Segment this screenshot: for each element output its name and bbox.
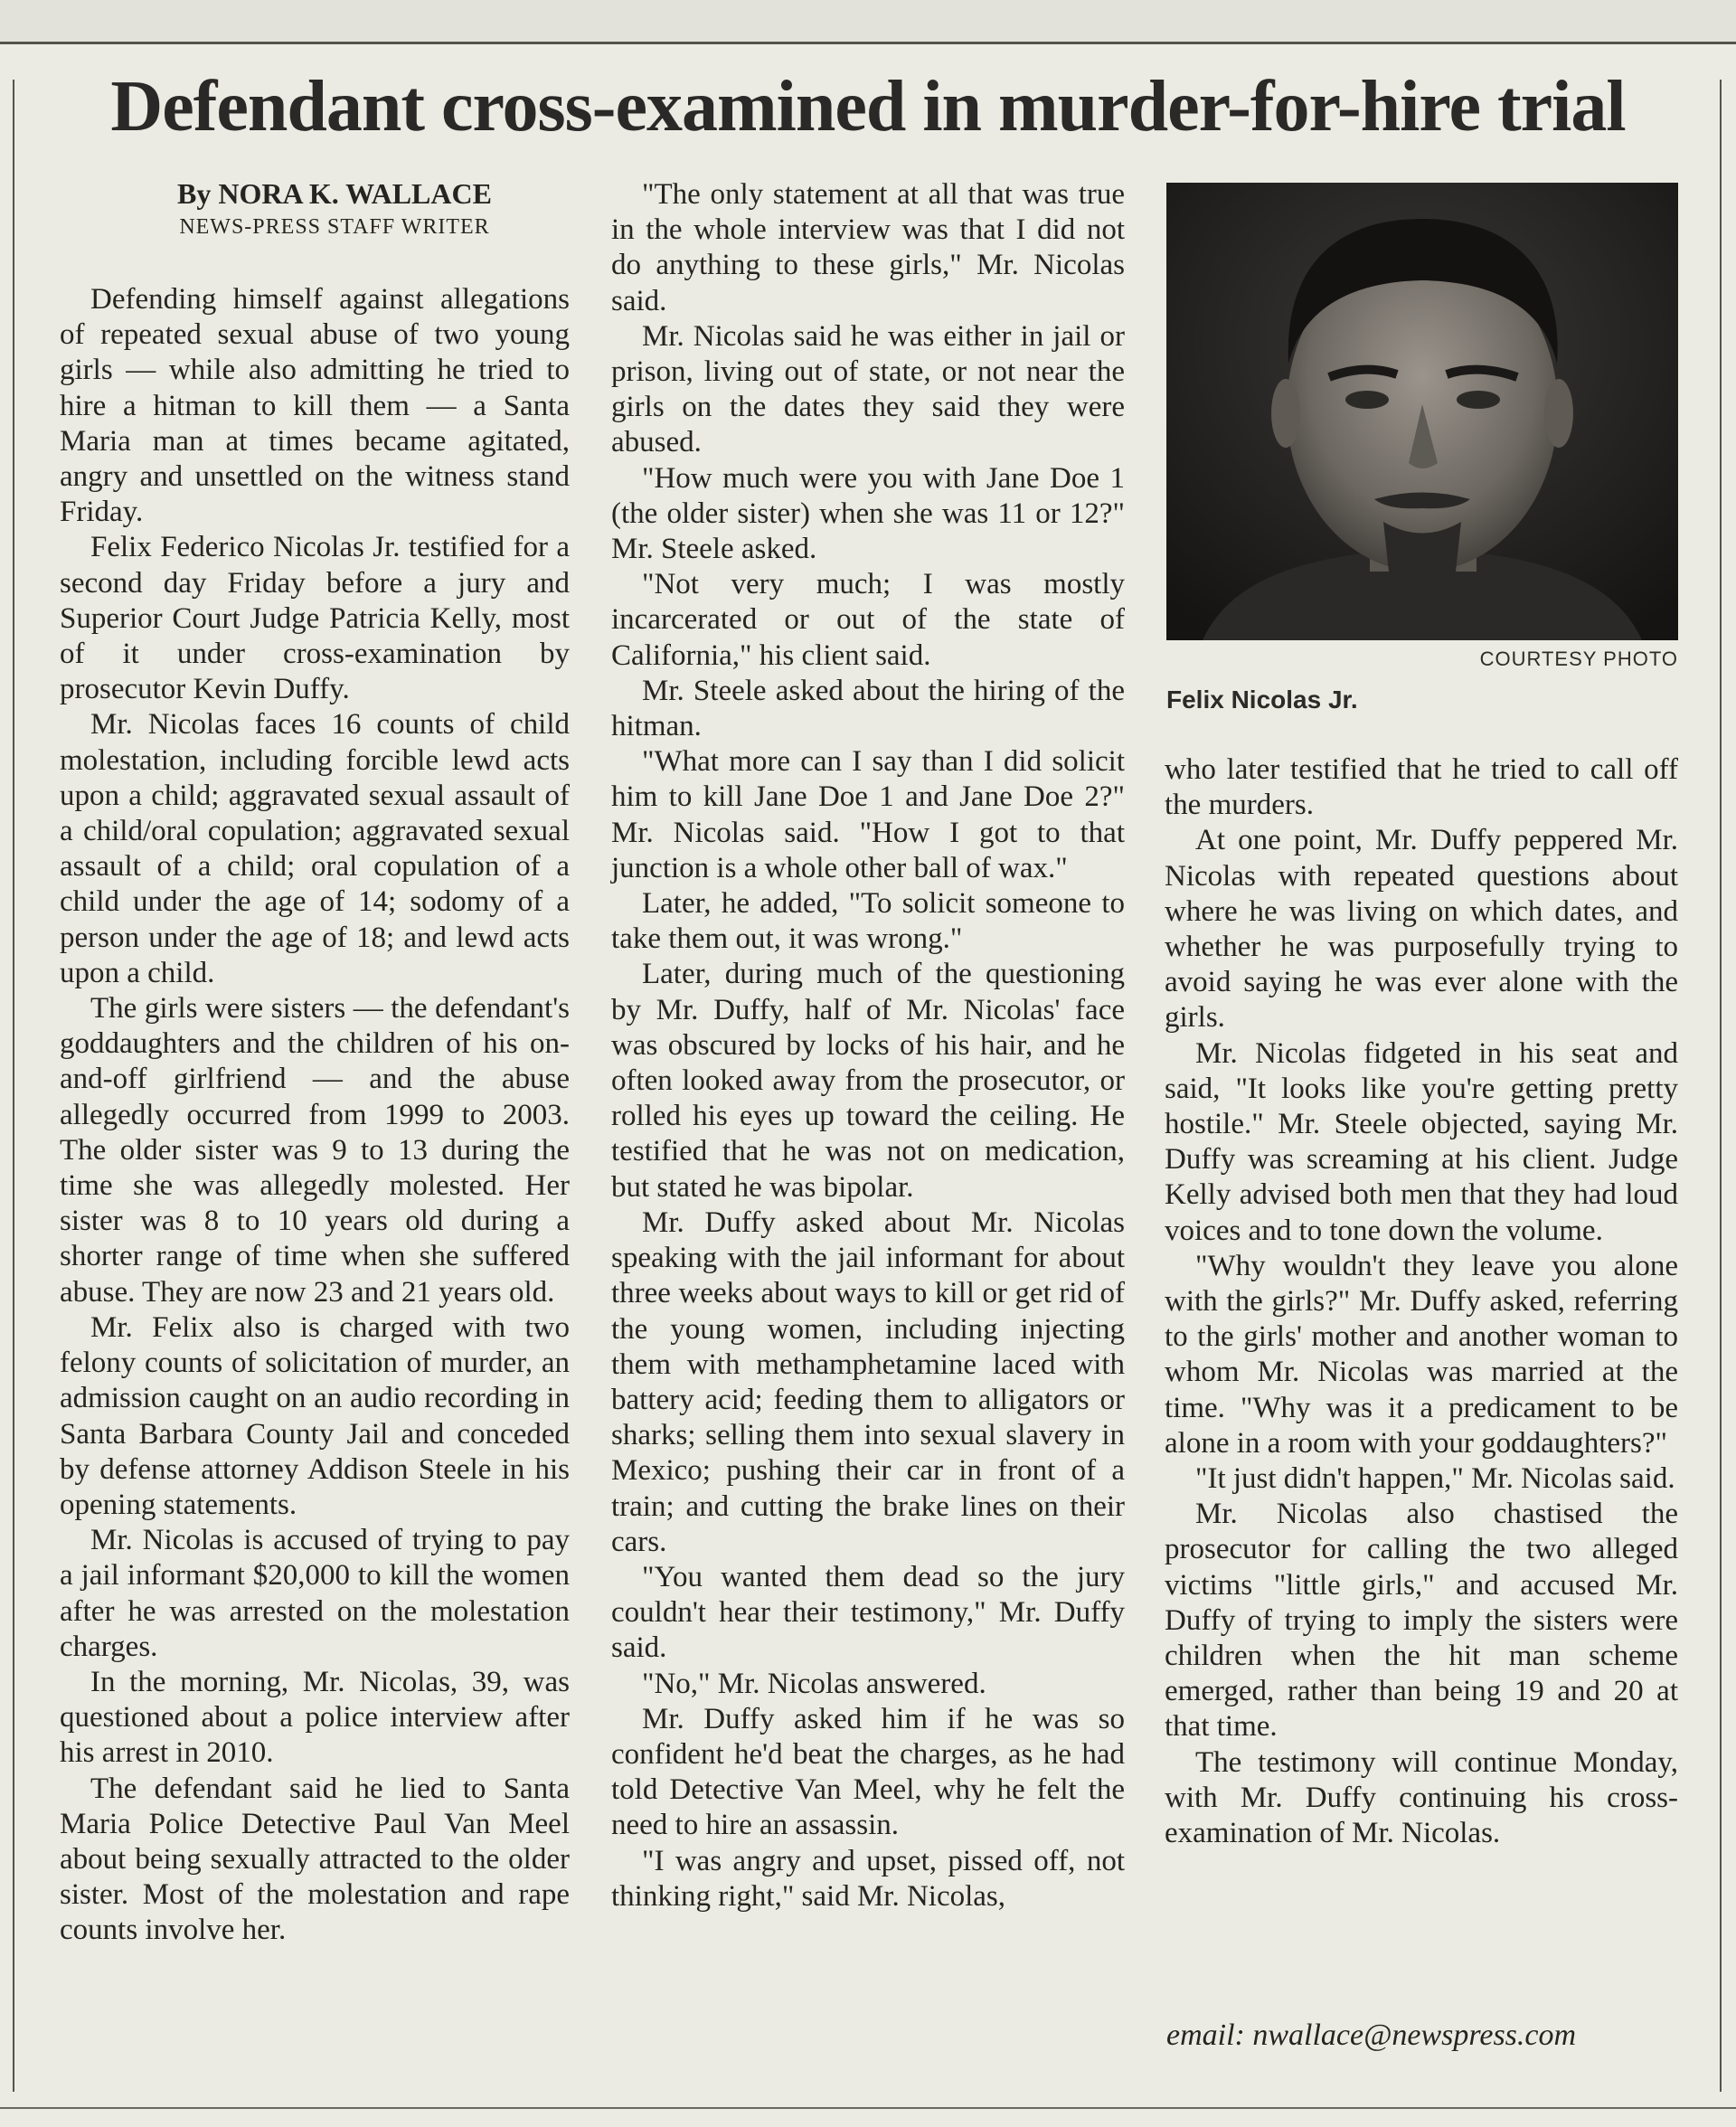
paragraph: Mr. Nicolas faces 16 counts of child molestation, including forcible lewd acts upon a child; aggravated sexual assault of a child/oral copulation; aggravated sexual assault of a child; oral copulation of a child under the age of 14; sodomy of a person under the age of 18; and lewd acts upon a child.: [60, 708, 570, 989]
right-border-rule: [1720, 80, 1722, 2092]
article-column-3: [1165, 752, 1678, 1851]
paragraph: Mr. Felix also is charged with two felony counts of solicitation of murder, an admission caught on an audio recording in Santa Barbara County Jail and conceded by defense attorney Addison Steele in his opening statements.: [60, 1310, 570, 1521]
paragraph: The girls were sisters — the defendant's goddaughters and the children of his on-and-off girlfriend — and the abuse allegedly occurred from 1999 to 2003. The older sister was 9 to 13 during the time she was allegedly molested. Her sister was 8 to 10 years old during a shorter range of time when she suffered abuse. They are now 23 and 21 years old.: [60, 992, 570, 1309]
portrait-illustration: [1166, 183, 1678, 640]
paragraph: In the morning, Mr. Nicolas, 39, was questioned about a police interview after his arrest in 2010.: [60, 1665, 570, 1770]
paragraph: "How much were you with Jane Doe 1 (the older sister) when she was 11 or 12?" Mr. Steele asked.: [611, 461, 1125, 566]
byline: By NORA K. WALLACE: [177, 177, 492, 210]
article-column-1: [60, 282, 570, 1949]
paragraph: "Not very much; I was mostly incarcerated or out of the state of California," his client said.: [611, 568, 1125, 672]
paragraph: "The only statement at all that was true in the whole interview was that I did not do anything to these girls," Mr. Nicolas said.: [611, 178, 1125, 317]
byline-block: [81, 175, 588, 242]
paragraph: "What more can I say than I did solicit him to kill Jane Doe 1 and Jane Doe 2?" Mr. Nicolas said. "How I got to that junction is a whole other ball of wax.": [611, 745, 1125, 884]
paragraph: who later testified that he tried to call off the murders.: [1165, 753, 1678, 822]
author-email[interactable]: email: nwallace@newspress.com: [1166, 2018, 1577, 2052]
paragraph: "No," Mr. Nicolas answered.: [642, 1667, 986, 1700]
headline: Defendant cross-examined in murder-for-hire trial: [110, 67, 1626, 147]
paragraph: Later, he added, "To solicit someone to take them out, it was wrong.": [611, 887, 1125, 956]
paragraph: At one point, Mr. Duffy peppered Mr. Nicolas with repeated questions about where he was living on which dates, and whether he was purposefully trying to avoid saying he was ever alone with the girls.: [1165, 824, 1678, 1035]
left-border-rule: [13, 80, 14, 2092]
paragraph: Mr. Duffy asked him if he was so confident he'd beat the charges, as he had told Detective Van Meel, why he felt the need to hire an assassin.: [611, 1702, 1125, 1842]
mugshot-photo: [1166, 183, 1678, 640]
photo-credit: COURTESY PHOTO: [1479, 648, 1678, 670]
paragraph: "Why wouldn't they leave you alone with the girls?" Mr. Duffy asked, referring to the girls' mother and another woman to whom Mr. Nicolas was married at the time. "Why was it a predicament to be alone in a room with your goddaughters?": [1165, 1249, 1678, 1460]
paragraph: The testimony will continue Monday, with Mr. Duffy continuing his cross-examination of Mr. Nicolas.: [1165, 1745, 1678, 1850]
previous-article-bleed: [0, 0, 1736, 44]
bottom-border-rule: [0, 2107, 1736, 2109]
photo-caption: Felix Nicolas Jr.: [1166, 685, 1358, 714]
paragraph: Mr. Steele asked about the hiring of the hitman.: [611, 674, 1125, 743]
paragraph: Mr. Nicolas said he was either in jail or prison, living out of state, or not near the girls on the dates they said they were abused.: [611, 319, 1125, 459]
paragraph: Later, during much of the questioning by Mr. Duffy, half of Mr. Nicolas' face was obscured by locks of his hair, and he often looked away from the prosecutor, or rolled his eyes up toward the ceiling. He testified that he was not on medication, but stated he was bipolar.: [611, 958, 1125, 1204]
paragraph: Felix Federico Nicolas Jr. testified for a second day Friday before a jury and Superior Court Judge Patricia Kelly, most of it under cross-examination by prosecutor Kevin Duffy.: [60, 531, 570, 706]
paragraph: "I was angry and upset, pissed off, not thinking right," said Mr. Nicolas,: [611, 1844, 1125, 1913]
article-column-2: [611, 177, 1125, 1914]
paragraph: Mr. Duffy asked about Mr. Nicolas speaking with the jail informant for about three weeks about ways to kill or get rid of the young women, including injecting them with methamphetamine laced with battery acid; feeding them to alligators or sharks; selling them into sexual slavery in Mexico; pushing their car in front of a train; and cutting the brake lines on their cars.: [611, 1205, 1125, 1558]
paragraph: Mr. Nicolas is accused of trying to pay a jail informant $20,000 to kill the women after he was arrested on the molestation charges.: [60, 1524, 570, 1663]
paragraph: Defending himself against allegations of repeated sexual abuse of two young girls — while also admitting he tried to hire a hitman to kill them — a Santa Maria man at times became agitated, angry and unsettled on the witness stand Friday.: [60, 283, 570, 529]
paragraph: The defendant said he lied to Santa Maria Police Detective Paul Van Meel about being sexually attracted to the older sister. Most of the molestation and rape counts involve her.: [60, 1772, 570, 1947]
paragraph: Mr. Nicolas also chastised the prosecutor for calling the two alleged victims "little girls," and accused Mr. Duffy of trying to imply the sisters were children when the hit man scheme emerged, rather than being 19 and 20 at that time.: [1165, 1498, 1678, 1744]
paragraph: Mr. Nicolas fidgeted in his seat and said, "It looks like you're getting pretty hostile." Mr. Steele objected, saying Mr. Duffy was screaming at his client. Judge Kelly advised both men that they had loud voices and to tone down the volume.: [1165, 1036, 1678, 1247]
paragraph: "It just didn't happen," Mr. Nicolas said.: [1195, 1462, 1675, 1496]
byline-title: NEWS-PRESS STAFF WRITER: [179, 215, 490, 239]
paragraph: "You wanted them dead so the jury couldn't hear their testimony," Mr. Duffy said.: [611, 1560, 1125, 1665]
